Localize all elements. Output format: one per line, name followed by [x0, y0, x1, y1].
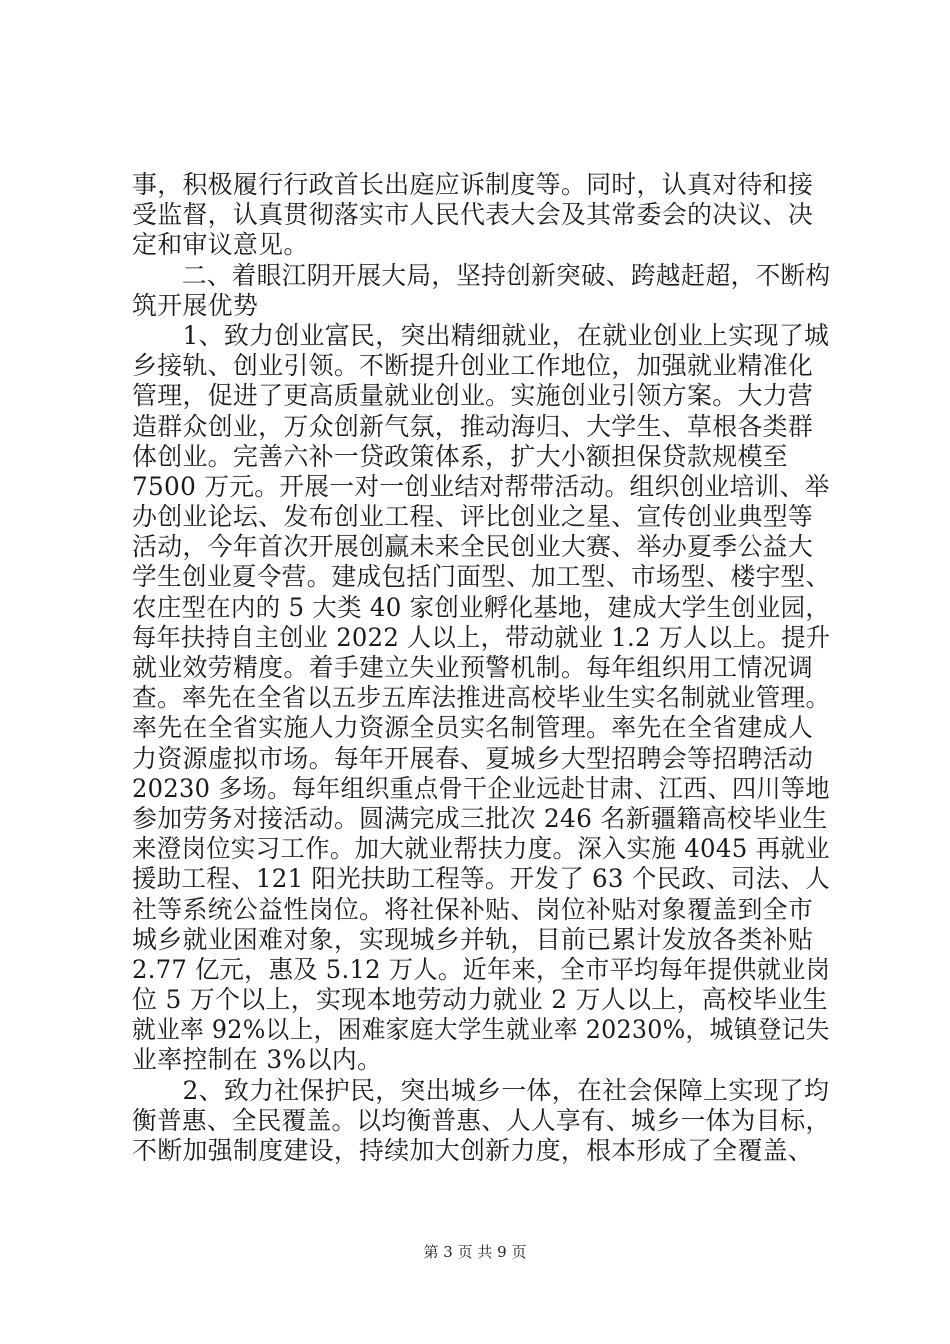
- text-line: 筑开展优势: [132, 290, 259, 320]
- text-line: 来澄岗位实习工作。加大就业帮扶力度。深入实施 4045 再就业: [132, 834, 830, 864]
- text-line: 业率控制在 3%以内。: [132, 1045, 383, 1075]
- text-line: 二、着眼江阴开展大局，坚持创新突破、跨越赶超，不断构: [132, 260, 831, 290]
- text-line: 率先在全省实施人力资源全员实名制管理。率先在全省建成人: [132, 713, 814, 743]
- text-line: 查。率先在全省以五步五库法推进高校毕业生实名制就业管理。: [132, 683, 831, 713]
- text-line: 乡接轨、创业引领。不断提升创业工作地位，加强就业精准化: [132, 351, 814, 381]
- text-line: 衡普惠、全民覆盖。以均衡普惠、人人享有、城乡一体为目标，: [132, 1105, 831, 1135]
- text-line: 参加劳务对接活动。圆满完成三批次 246 名新疆籍高校毕业生: [132, 803, 828, 833]
- text-line: 20230 多场。每年组织重点骨干企业远赴甘肃、江西、四川等地: [132, 773, 830, 803]
- text-line: 援助工程、121 阳光扶助工程等。开发了 63 个民政、司法、人: [132, 864, 831, 894]
- text-line: 受监督，认真贯彻落实市人民代表大会及其常委会的决议、决: [132, 200, 814, 230]
- text-line: 定和审议意见。: [132, 230, 309, 260]
- text-line: 2、致力社保护民，突出城乡一体，在社会保障上实现了均: [132, 1075, 830, 1105]
- text-line: 管理，促进了更高质量就业创业。实施创业引领方案。大力营: [132, 381, 814, 411]
- text-line: 农庄型在内的 5 大类 40 家创业孵化基地，建成大学生创业园，: [132, 592, 831, 622]
- text-line: 城乡就业困难对象，实现城乡并轨，目前已累计发放各类补贴: [132, 924, 814, 954]
- document-body: [132, 170, 832, 1166]
- text-line: 就业率 92%以上，困难家庭大学生就业率 20230%，城镇登记失: [132, 1015, 830, 1045]
- text-line: 体创业。完善六补一贷政策体系，扩大小额担保贷款规模至: [132, 441, 788, 471]
- text-line: 7500 万元。开展一对一创业结对帮带活动。组织创业培训、举: [132, 471, 830, 501]
- text-line: 学生创业夏令营。建成包括门面型、加工型、市场型、楼宇型、: [132, 562, 831, 592]
- text-line: 活动，今年首次开展创赢未来全民创业大赛、举办夏季公益大: [132, 532, 814, 562]
- text-line: 社等系统公益性岗位。将社保补贴、岗位补贴对象覆盖到全市: [132, 894, 814, 924]
- text-line: 2.77 亿元，惠及 5.12 万人。近年来，全市平均每年提供就业岗: [132, 954, 831, 984]
- text-line: 每年扶持自主创业 2022 人以上，带动就业 1.2 万人以上。提升: [132, 622, 831, 652]
- text-line: 造群众创业，万众创新气氛，推动海归、大学生、草根各类群: [132, 411, 814, 441]
- text-line: 位 5 万个以上，实现本地劳动力就业 2 万人以上，高校毕业生: [132, 985, 828, 1015]
- page-footer: 第 3 页 共 9 页: [423, 1243, 527, 1261]
- text-line: 办创业论坛、发布创业工程、评比创业之星、宣传创业典型等: [132, 502, 814, 532]
- text-line: 就业效劳精度。着手建立失业预警机制。每年组织用工情况调: [132, 653, 814, 682]
- text-line: 事，积极履行行政首长出庭应诉制度等。同时，认真对待和接: [132, 170, 814, 199]
- text-line: 1、致力创业富民，突出精细就业，在就业创业上实现了城: [132, 320, 830, 350]
- text-line: 力资源虚拟市场。每年开展春、夏城乡大型招聘会等招聘活动: [132, 743, 814, 773]
- text-line: 不断加强制度建设，持续加大创新力度，根本形成了全覆盖、: [132, 1136, 814, 1165]
